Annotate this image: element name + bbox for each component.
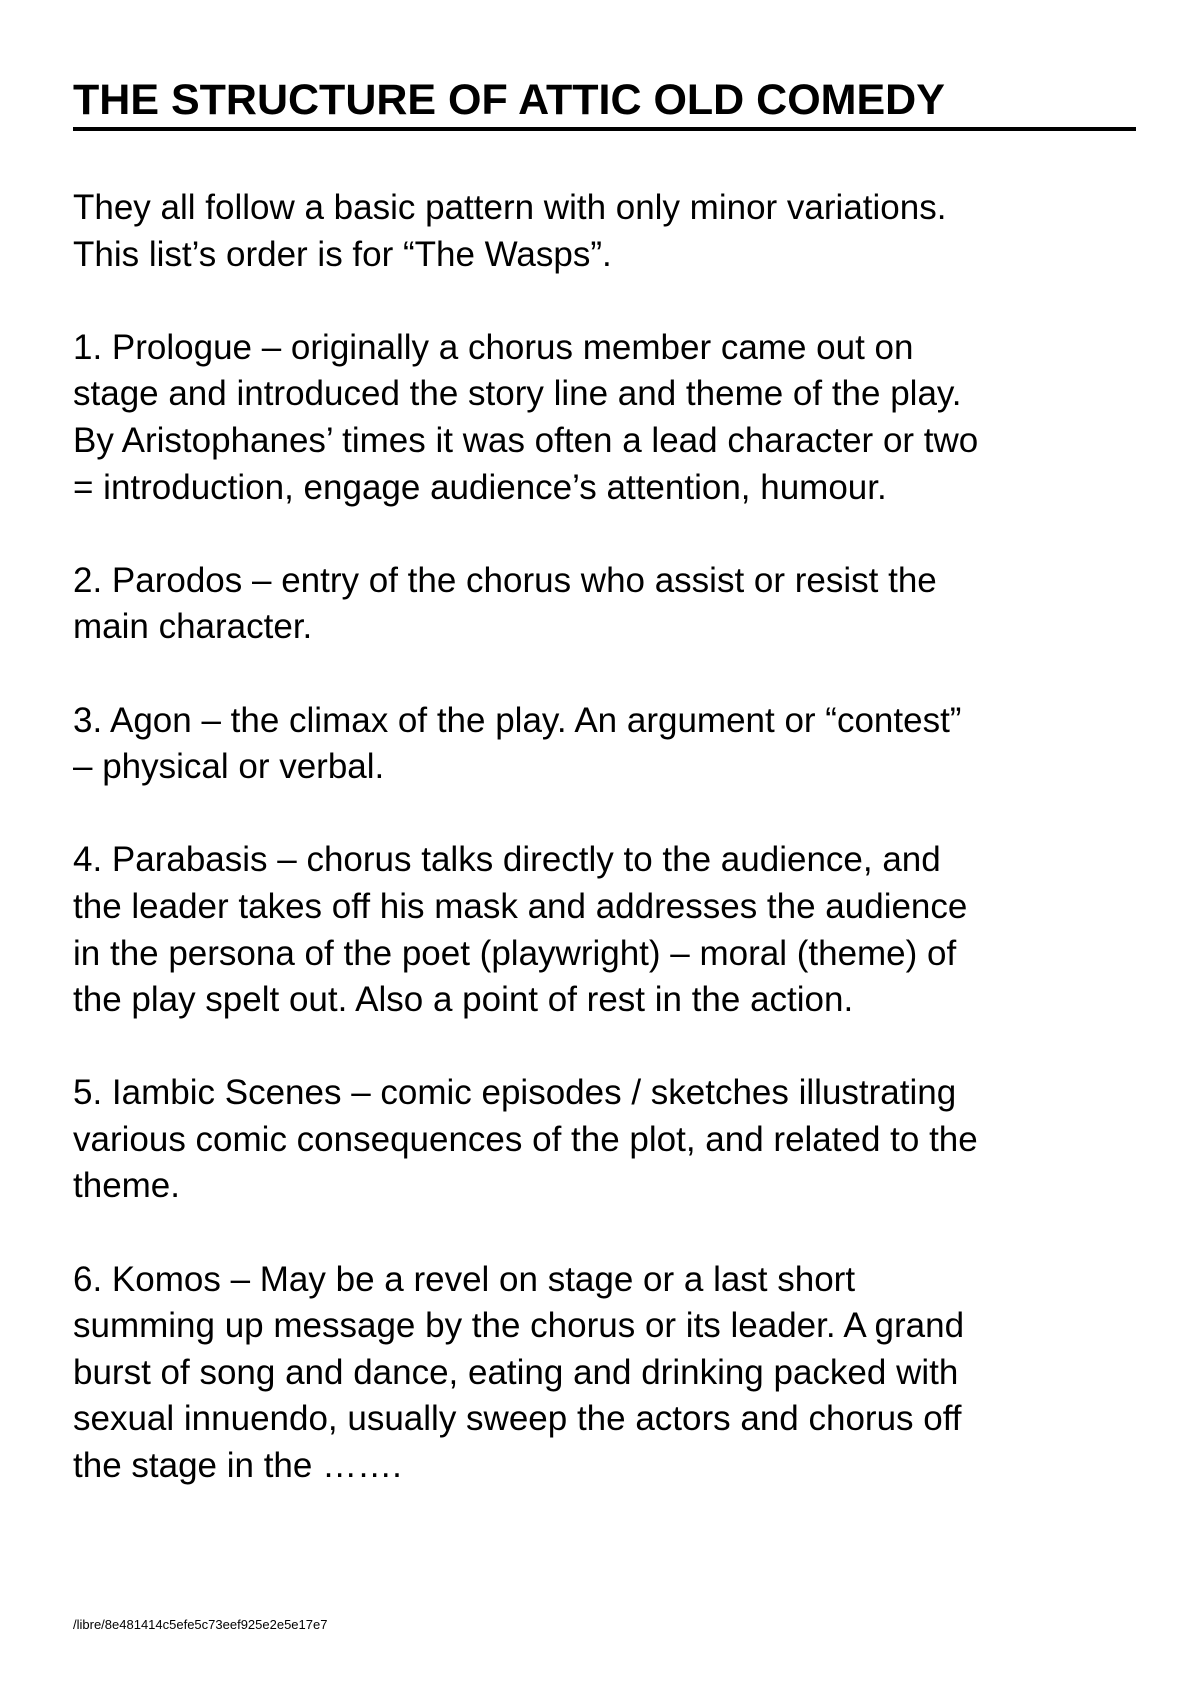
section-line: sexual innuendo, usually sweep the actors and chorus off: [73, 1399, 962, 1439]
section-line: 6. Komos – May be a revel on stage or a last short: [73, 1259, 856, 1299]
section-parabasis: [73, 837, 1153, 1023]
section-line: burst of song and dance, eating and drinking packed with: [73, 1352, 959, 1392]
section-agon: [73, 698, 1153, 791]
intro-line: They all follow a basic pattern with only minor variations.: [73, 188, 947, 227]
section-line: main character.: [73, 607, 313, 647]
section-parodos: [73, 558, 1153, 651]
section-line: 5. Iambic Scenes – comic episodes / sketches illustrating: [73, 1073, 957, 1113]
section-line: the stage in the …….: [73, 1446, 402, 1486]
section-iambic-scenes: [73, 1070, 1153, 1210]
page-footer-id: /libre/8e481414c5efe5c73eef925e2e5e17e7: [73, 1617, 328, 1632]
section-line: the leader takes off his mask and addresses the audience: [73, 886, 968, 926]
section-line: theme.: [73, 1166, 180, 1206]
document-body: [73, 185, 1153, 1536]
page-title: THE STRUCTURE OF ATTIC OLD COMEDY: [73, 74, 1136, 131]
section-line: – physical or verbal.: [73, 747, 385, 787]
section-line: stage and introduced the story line and theme of the play.: [73, 374, 962, 414]
section-line: 2. Parodos – entry of the chorus who assist or resist the: [73, 560, 937, 600]
section-line: = introduction, engage audience’s attention, humour.: [73, 467, 887, 507]
section-line: 4. Parabasis – chorus talks directly to the audience, and: [73, 840, 941, 880]
section-line: the play spelt out. Also a point of rest in the action.: [73, 980, 854, 1020]
section-line: in the persona of the poet (playwright) – moral (theme) of: [73, 933, 957, 973]
section-line: summing up message by the chorus or its leader. A grand: [73, 1306, 965, 1346]
section-prologue: [73, 325, 1153, 511]
section-line: 3. Agon – the climax of the play. An argument or “contest”: [73, 700, 962, 740]
section-line: 1. Prologue – originally a chorus member came out on: [73, 327, 914, 367]
intro-line: This list’s order is for “The Wasps”.: [73, 234, 612, 274]
intro-paragraph: [73, 185, 1153, 278]
section-line: By Aristophanes’ times it was often a lead character or two: [73, 420, 979, 460]
section-line: various comic consequences of the plot, and related to the: [73, 1119, 978, 1159]
section-komos: [73, 1257, 1153, 1490]
